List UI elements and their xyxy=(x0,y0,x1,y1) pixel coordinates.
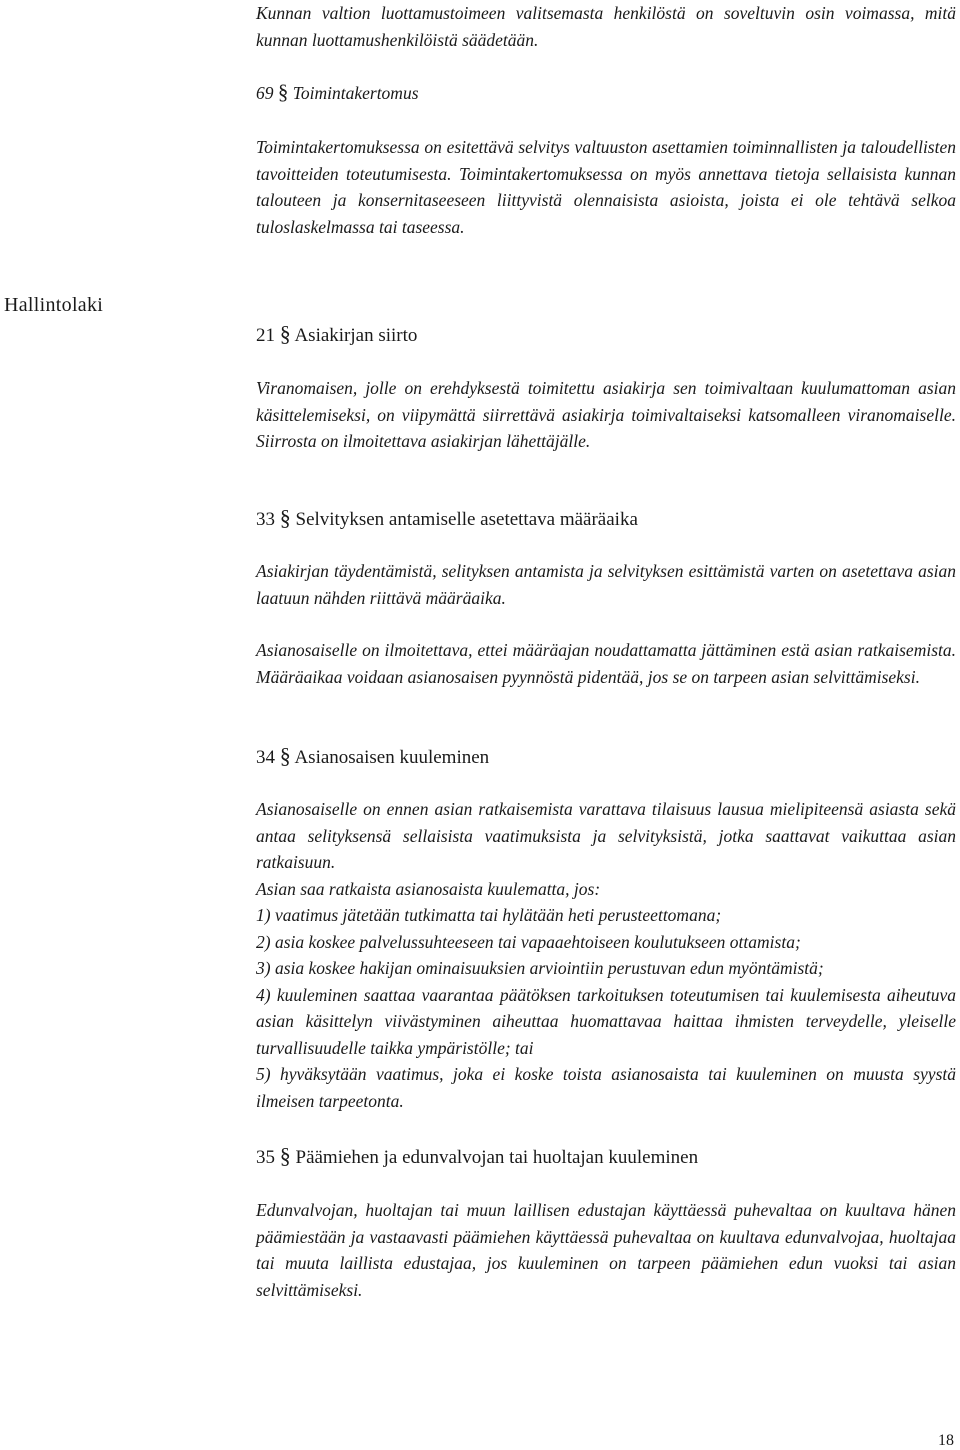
page-number: 18 xyxy=(938,1432,954,1449)
list-item: 4) kuuleminen saattaa vaarantaa päätöksen tarkoituksen toteutumisen tai kuulemisesta aiheutuva asian käsittelyn viivästyminen aiheuttaa huomattavaa haittaa ihmisten terveydelle, yleiselle turvallisuudelle taikka ympäristölle; tai xyxy=(256,984,956,1058)
section-21-heading: 21 § Asiakirjan siirto xyxy=(256,321,418,346)
list-item: 1) vaatimus jätetään tutkimatta tai hylätään heti perusteettomana; xyxy=(256,905,722,925)
paragraph-intro: Kunnan valtion luottamustoimeen valitsemasta henkilöstä on soveltuvin osin voimassa, mitä kunnan luottamushenkilöistä säädetään. xyxy=(256,3,956,50)
list-item: 3) asia koskee hakijan ominaisuuksien arviointiin perustuvan edun myöntämistä; xyxy=(256,958,824,978)
section-symbol: § xyxy=(279,743,291,768)
section-33-heading: 33 § Selvityksen antamiselle asetettava määräaika xyxy=(256,505,638,530)
section-35-paragraph: Edunvalvojan, huoltajan tai muun laillisen edustajan käyttäessä puhevaltaa on kuultava hänen päämiestään ja vastaavasti päämiehen käyttäessä puhevaltaa on kuultava edunvalvojaa, huoltajaa tai muuta laillista edustajaa, jos kuuleminen on tarpeen päämiehen edun vuoksi tai asian selvittämiseksi. xyxy=(256,1200,956,1300)
section-69-paragraph: Toimintakertomuksessa on esitettävä selvitys valtuuston asettamien toiminnallisten ja taloudellisten tavoitteiden toteutumisesta. Toimintakertomuksessa on myös annettava tietoja sellaisista kunnan talouteen ja konsernitaseeseen liittyvistä olennaisista asioista, joista ei ole tehtävä selkoa tuloslaskelmassa tai taseessa. xyxy=(256,137,956,237)
section-symbol: § xyxy=(279,321,291,346)
section-34-paragraph-1: Asianosaiselle on ennen asian ratkaisemista varattava tilaisuus lausua mielipiteensä asiasta sekä antaa selityksensä sellaisista vaatimuksista ja selvityksistä, jotka saattavat vaikuttaa asian ratkaisuun. xyxy=(256,799,956,872)
section-34-paragraph-2: Asian saa ratkaista asianosaista kuulematta, jos: xyxy=(256,878,601,899)
section-33-paragraph-1: Asiakirjan täydentämistä, selityksen antamista ja selvityksen esittämistä varten on asetettava asian laatuun nähden riittävä määräaika. xyxy=(256,561,956,608)
section-34-heading: 34 § Asianosaisen kuuleminen xyxy=(256,743,490,768)
list-item: 2) asia koskee palvelussuhteeseen tai vapaaehtoiseen koulutukseen ottamista; xyxy=(256,931,801,952)
list-item: 5) hyväksytään vaatimus, joka ei koske toista asianosaista tai kuuleminen on muusta syystä ilmeisen tarpeetonta. xyxy=(256,1064,956,1111)
section-symbol: § xyxy=(279,505,291,530)
section-symbol: § xyxy=(279,1143,291,1168)
section-34-content xyxy=(256,796,956,1114)
section-21-paragraph: Viranomaisen, jolle on erehdyksestä toimitettu asiakirja sen toimivaltaan kuulumattoman asian käsittelemiseksi, on viipymättä siirrettävä asiakirja toimivaltaiseksi katsomalleen viranomaiselle. Siirrosta on ilmoitettava asiakirjan lähettäjälle. xyxy=(256,378,956,451)
section-35-heading: 35 § Päämiehen ja edunvalvojan tai huoltajan kuuleminen xyxy=(256,1143,699,1168)
section-symbol: § xyxy=(277,80,289,104)
sidebar-heading-hallintolaki: Hallintolaki xyxy=(4,294,104,316)
section-69-heading: 69 § Toimintakertomus xyxy=(256,80,419,104)
section-33-paragraph-2: Asianosaiselle on ilmoitettava, ettei määräajan noudattamatta jättäminen estä asian ratkaisemista. Määräaikaa voidaan asianosaisen pyynnöstä pidentää, jos se on tarpeen asian selvittämiseksi. xyxy=(256,640,956,687)
